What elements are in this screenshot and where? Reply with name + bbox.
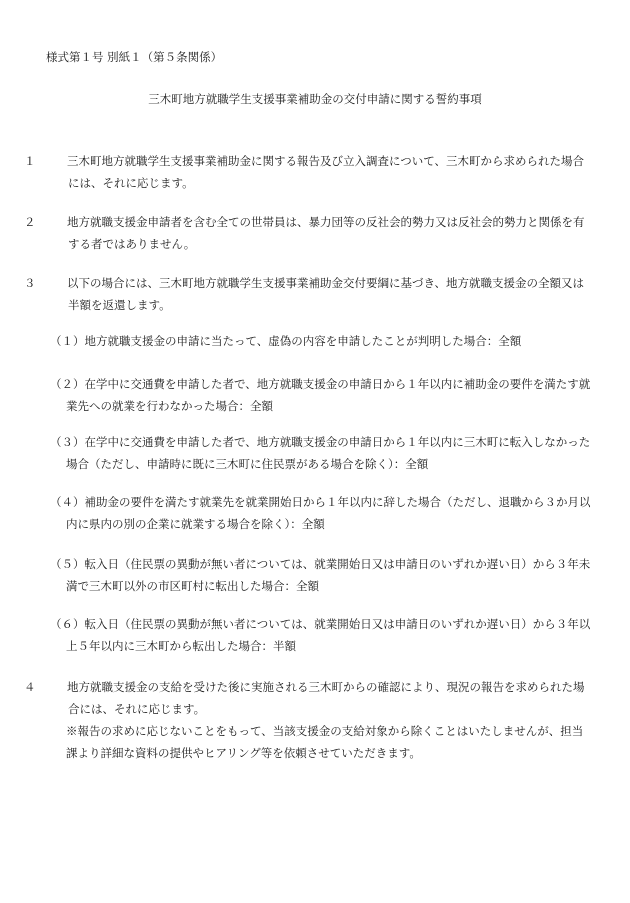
sub-item-text: （４）補助金の要件を満たす就業先を就業開始日から１年以内に辞した場合（ただし、退職から３か月以内に県内の別の企業に就業する場合を除く）：全額 xyxy=(50,495,591,531)
item-text: 地方就職支援金申請者を含む全ての世帯員は、暴力団等の反社会的勢力又は反社会的勢力と関係を有する者ではありません。 xyxy=(67,215,585,251)
sub-item-2 xyxy=(50,373,595,417)
sub-item-5 xyxy=(50,553,595,597)
sub-item-text: （３）在学中に交通費を申請した者で、地方就職支援金の申請日から１年以内に三木町に転入しなかった場合（ただし、申請時に既に三木町に住民票がある場合を除く）：全額 xyxy=(50,435,591,471)
item-text: 以下の場合には、三木町地方就職学生支援事業補助金交付要綱に基づき、地方就職支援金の全額又は半額を返還します。 xyxy=(67,276,585,312)
sub-item-text: （６）転入日（住民票の異動が無い者については、就業開始日又は申請日のいずれか遅い日）から３年以上５年以内に三木町から転出した場合：半額 xyxy=(50,617,591,653)
item-3 xyxy=(24,272,591,316)
sub-item-text: （２）在学中に交通費を申請した者で、地方就職支援金の申請日から１年以内に補助金の要件を満たす就業先への就業を行わなかった場合：全額 xyxy=(50,377,591,413)
item-number: ４ xyxy=(24,680,36,694)
item-text: 三木町地方就職学生支援事業補助金に関する報告及び立入調査について、三木町から求められた場合には、それに応じます。 xyxy=(67,154,585,190)
item-number: ２ xyxy=(24,215,36,229)
sub-item-3 xyxy=(50,431,595,475)
item-text: 地方就職支援金の支給を受けた後に実施される三木町からの確認により、現況の報告を求められた場合には、それに応じます。 xyxy=(67,680,585,716)
document-title: 三木町地方就職学生支援事業補助金の交付申請に関する誓約事項 xyxy=(148,92,482,106)
item-number: ３ xyxy=(24,276,36,290)
item-note: ※報告の求めに応じないことをもって、当該支援金の支給対象から除くことはいたしませんが、担当課より詳細な資料の提供やヒアリング等を依頼させていただきます。 xyxy=(66,724,584,760)
sub-item-6 xyxy=(50,613,595,657)
item-1 xyxy=(24,150,591,194)
item-number: １ xyxy=(24,154,36,168)
item-4 xyxy=(24,676,591,764)
form-label: 様式第１号 別紙１（第５条関係） xyxy=(46,50,223,64)
item-2 xyxy=(24,211,591,255)
sub-item-text: （１）地方就職支援金の申請に当たって、虚偽の内容を申請したことが判明した場合：全額 xyxy=(50,334,522,348)
sub-item-1 xyxy=(50,330,595,352)
sub-item-4 xyxy=(50,491,595,535)
sub-item-text: （５）転入日（住民票の異動が無い者については、就業開始日又は申請日のいずれか遅い日）から３年未満で三木町以外の市区町村に転出した場合：全額 xyxy=(50,557,591,593)
